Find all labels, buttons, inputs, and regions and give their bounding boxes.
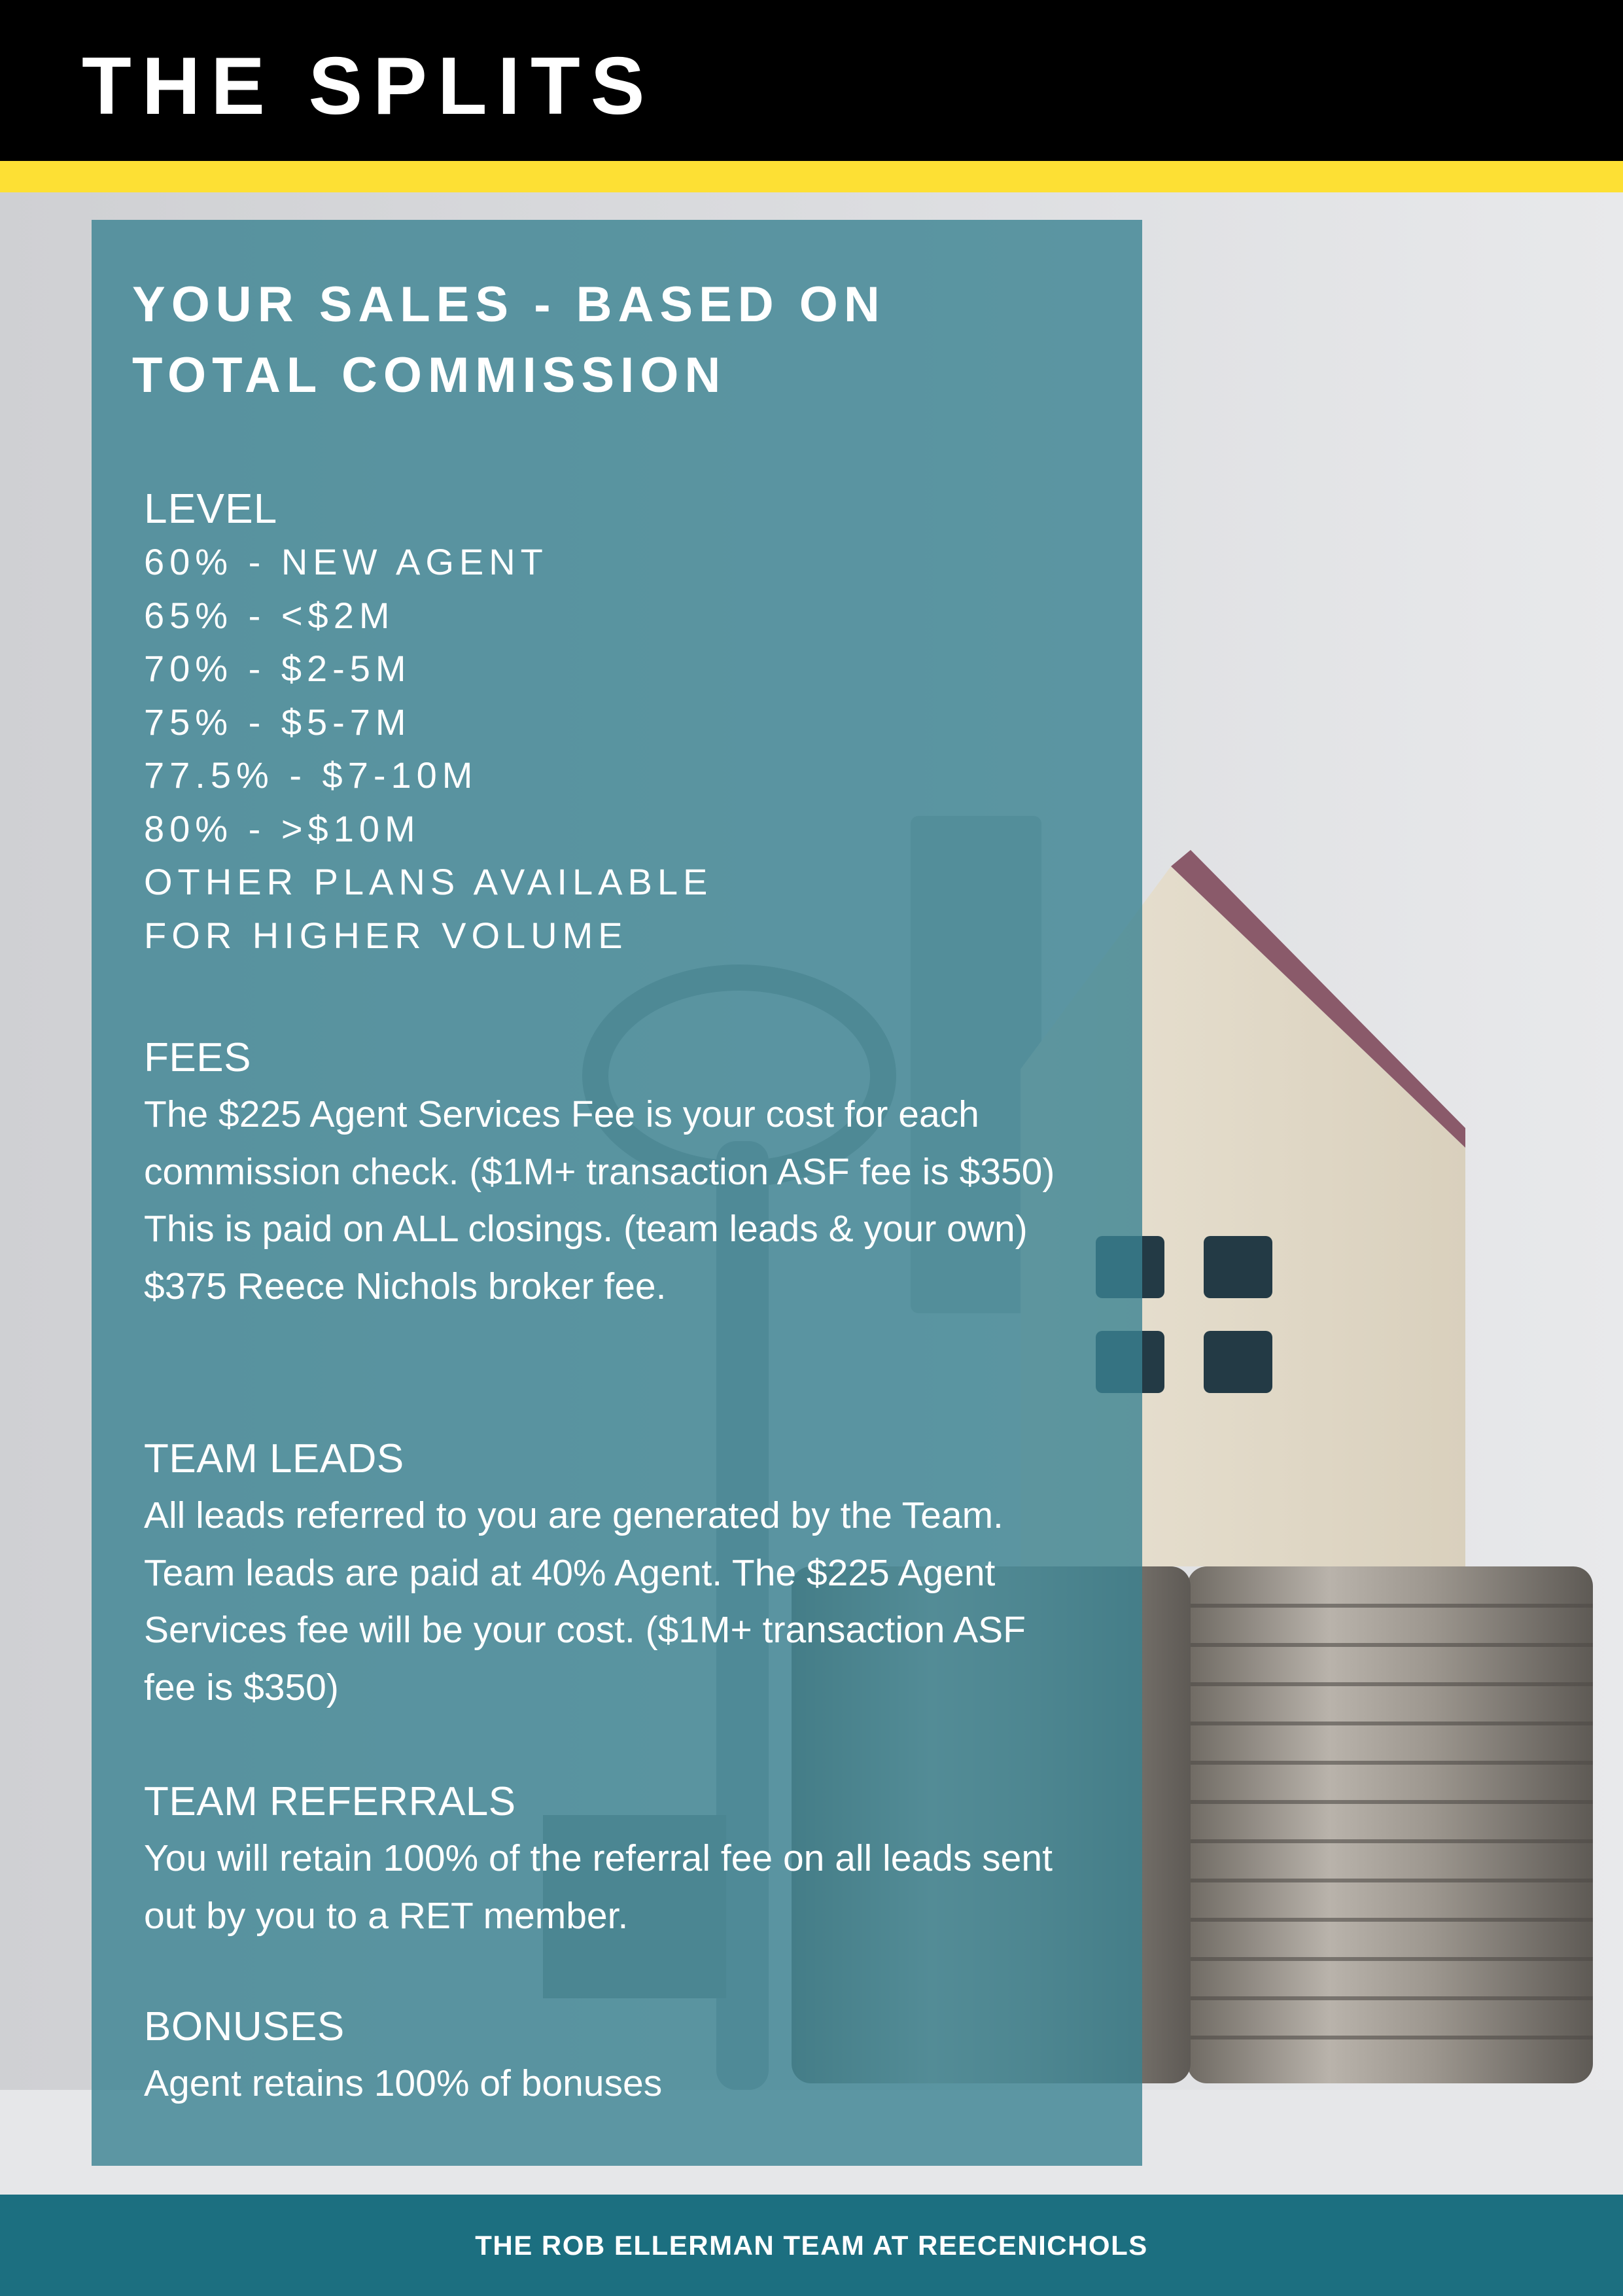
team-leads-title: TEAM LEADS — [144, 1436, 404, 1481]
team-leads-body: All leads referred to you are generated by the Team. Team leads are paid at 40% Agent. The $225 Agent Services fee will be your cost. ($1M+ transaction ASF fee is $350) — [144, 1494, 1026, 1708]
fees-body: The $225 Agent Services Fee is your cost for each commission check. ($1M+ transaction ASF fee is $350) This is paid on ALL closings. (team leads & your own) $375 Reece Nichols broker fee. — [144, 1093, 1055, 1307]
level-item: 80% - >$10M — [144, 807, 421, 849]
level-item: 75% - $5-7M — [144, 701, 411, 743]
coin-stack-right — [1187, 1566, 1593, 2083]
team-referrals-body: You will retain 100% of the referral fee on all leads sent out by you to a RET member. — [144, 1837, 1053, 1937]
splits-card — [92, 220, 1142, 2166]
team-referrals-title: TEAM REFERRALS — [144, 1779, 516, 1824]
level-item: 65% - <$2M — [144, 594, 395, 636]
bonuses-title: BONUSES — [144, 2004, 345, 2049]
level-section — [144, 482, 712, 962]
team-leads-section — [144, 1430, 1073, 1716]
fees-section — [144, 1029, 1073, 1315]
accent-bar — [0, 161, 1623, 192]
level-item: OTHER PLANS AVAILABLE — [144, 861, 713, 902]
team-referrals-section — [144, 1773, 1073, 1945]
card-heading-line: TOTAL COMMISSION — [132, 347, 727, 403]
footer-team-name: THE ROB ELLERMAN TEAM AT REECENICHOLS — [475, 2230, 1148, 2261]
level-item: 77.5% - $7-10M — [144, 754, 478, 796]
bonuses-section — [144, 1998, 1073, 2113]
page-footer — [0, 2195, 1623, 2296]
level-item: 60% - NEW AGENT — [144, 541, 548, 582]
level-item: FOR HIGHER VOLUME — [144, 914, 628, 956]
page-header — [0, 0, 1623, 161]
level-item: 70% - $2-5M — [144, 648, 411, 689]
page-title: THE SPLITS — [82, 41, 655, 132]
bonuses-body: Agent retains 100% of bonuses — [144, 2062, 663, 2104]
level-label: LEVEL — [144, 485, 278, 532]
card-heading-line: YOUR SALES - BASED ON — [132, 277, 886, 332]
fees-title: FEES — [144, 1035, 251, 1080]
card-heading — [132, 270, 1081, 411]
